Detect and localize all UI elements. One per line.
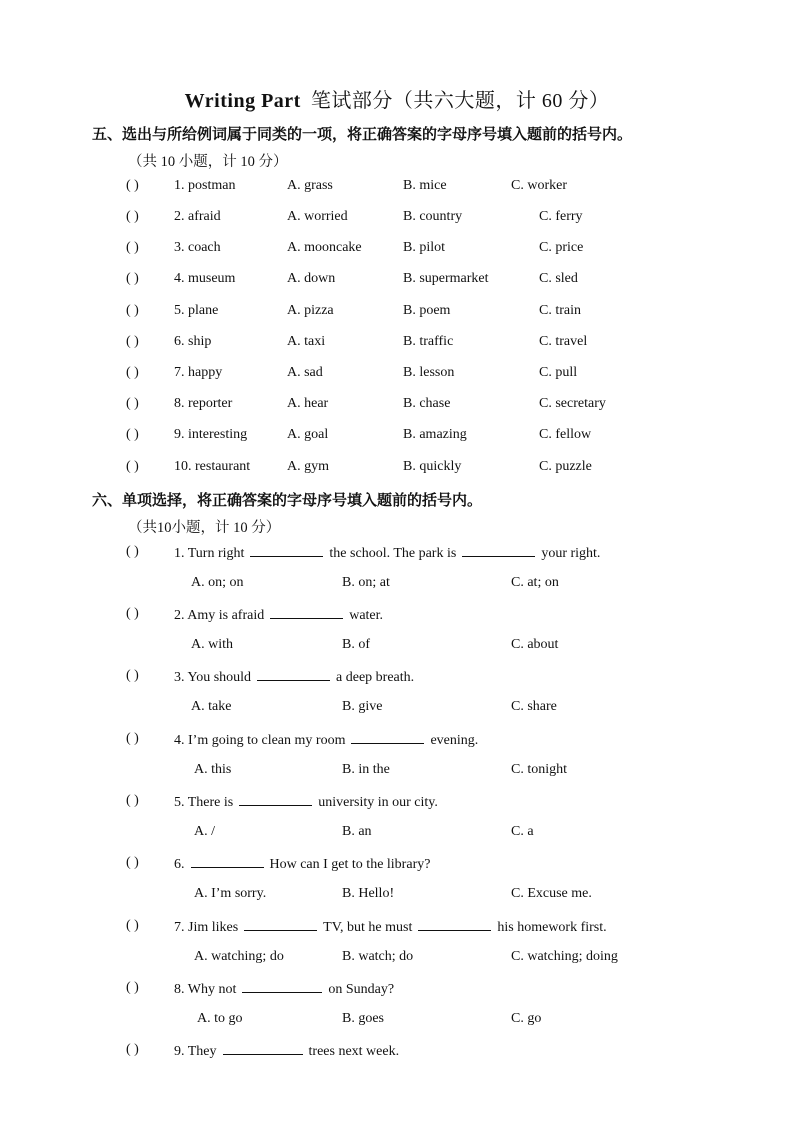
question-word: 3. coach [174,240,221,255]
option-c: C. tonight [511,762,568,777]
option-c: C. about [511,637,559,652]
answer-bracket[interactable]: ( ) [126,1042,139,1057]
option-b: B. pilot [403,240,446,255]
section5-subtitle: （共 10 小题，计 10 分） [128,154,288,170]
question-word: 2. afraid [174,209,221,224]
answer-bracket[interactable]: ( ) [126,178,139,193]
question-part: on Sunday? [328,982,395,997]
question-part: 1. Turn right [174,546,245,561]
question-text [174,606,383,624]
answer-blank[interactable] [242,980,322,993]
option-b: B. quickly [403,459,462,474]
answer-blank[interactable] [462,544,535,557]
option-a: A. worried [287,209,348,224]
answer-bracket[interactable]: ( ) [126,606,139,621]
question-part: TV, but he must [323,920,413,935]
option-c: C. go [511,1011,542,1026]
question-word: 1. postman [174,178,236,193]
option-b: B. an [342,824,372,839]
option-c: C. Excuse me. [511,886,592,901]
option-a: A. gym [287,459,329,474]
answer-bracket[interactable]: ( ) [126,303,139,318]
option-a: A. mooncake [287,240,362,255]
option-b: B. Hello! [342,886,395,901]
option-c: C. at; on [511,575,559,590]
option-b: B. traffic [403,334,454,349]
question-part: 2. Amy is afraid [174,608,265,623]
option-c: C. secretary [539,396,606,411]
answer-blank[interactable] [244,918,317,931]
answer-blank[interactable] [351,731,424,744]
answer-bracket[interactable]: ( ) [126,240,139,255]
section6-heading: 六、单项选择，将正确答案的字母序号填入题前的括号内。 [92,493,483,509]
answer-bracket[interactable]: ( ) [126,271,139,286]
question-part: trees next week. [308,1044,400,1059]
answer-bracket[interactable]: ( ) [126,396,139,411]
answer-blank[interactable] [418,918,491,931]
option-b: B. goes [342,1011,384,1026]
question-text [174,980,394,998]
option-a: A. watching; do [194,949,284,964]
option-a: A. down [287,271,336,286]
option-a: A. / [194,824,215,839]
question-word: 4. museum [174,271,236,286]
option-b: B. in the [342,762,390,777]
option-a: A. sad [287,365,323,380]
question-part: 8. Why not [174,982,237,997]
option-b: B. mice [403,178,447,193]
question-word: 6. ship [174,334,212,349]
question-part: How can I get to the library? [269,857,431,872]
question-part: a deep breath. [336,670,415,685]
question-text [174,1042,399,1060]
answer-blank[interactable] [239,793,312,806]
answer-blank[interactable] [270,606,343,619]
page-title [0,84,794,113]
question-text [174,668,414,686]
option-b: B. on; at [342,575,390,590]
option-b: B. lesson [403,365,455,380]
answer-bracket[interactable]: ( ) [126,918,139,933]
option-b: B. amazing [403,427,467,442]
answer-blank[interactable] [223,1042,303,1055]
question-word: 8. reporter [174,396,233,411]
question-part: the school. The park is [329,546,457,561]
section5-heading: 五、选出与所给例词属于同类的一项，将正确答案的字母序号填入题前的括号内。 [92,127,633,143]
question-word: 9. interesting [174,427,248,442]
option-a: A. taxi [287,334,326,349]
answer-bracket[interactable]: ( ) [126,668,139,683]
option-c: C. worker [511,178,567,193]
question-part: 6. [174,857,185,872]
option-c: C. pull [539,365,578,380]
option-a: A. on; on [191,575,244,590]
option-a: A. to go [197,1011,243,1026]
option-c: C. fellow [539,427,592,442]
answer-bracket[interactable]: ( ) [126,980,139,995]
answer-bracket[interactable]: ( ) [126,731,139,746]
option-b: B. country [403,209,463,224]
question-part: evening. [430,733,479,748]
option-a: A. grass [287,178,333,193]
question-text [174,731,478,749]
question-part: 4. I’m going to clean my room [174,733,346,748]
question-part: your right. [541,546,601,561]
answer-bracket[interactable]: ( ) [126,459,139,474]
answer-blank[interactable] [250,544,323,557]
title-bold: Writing Part [184,90,301,112]
option-b: B. give [342,699,383,714]
question-word: 5. plane [174,303,219,318]
option-c: C. travel [539,334,588,349]
option-c: C. sled [539,271,578,286]
answer-blank[interactable] [257,668,330,681]
option-c: C. puzzle [539,459,592,474]
section6-subtitle: （共10小题，计 10 分） [128,520,281,536]
question-part: university in our city. [318,795,438,810]
question-text [174,855,430,873]
answer-bracket[interactable]: ( ) [126,334,139,349]
question-part: 5. There is [174,795,234,810]
option-a: A. pizza [287,303,334,318]
question-part: 9. They [174,1044,217,1059]
answer-bracket[interactable]: ( ) [126,427,139,442]
question-word: 10. restaurant [174,459,251,474]
option-c: C. a [511,824,534,839]
option-a: A. this [194,762,232,777]
option-c: C. train [539,303,581,318]
question-text [174,793,438,811]
option-c: C. price [539,240,584,255]
answer-blank[interactable] [191,855,264,868]
option-b: B. chase [403,396,451,411]
option-a: A. with [191,637,233,652]
question-word: 7. happy [174,365,223,380]
question-text [174,918,607,936]
option-a: A. take [191,699,232,714]
answer-bracket[interactable]: ( ) [126,544,139,559]
option-b: B. watch; do [342,949,414,964]
question-part: 7. Jim likes [174,920,239,935]
question-part: 3. You should [174,670,252,685]
option-a: A. I’m sorry. [194,886,267,901]
option-b: B. supermarket [403,271,489,286]
title-rest: 笔试部分（共六大题，计 60 分） [310,90,610,112]
answer-bracket[interactable]: ( ) [126,209,139,224]
question-part: his homework first. [497,920,607,935]
option-c: C. watching; doing [511,949,618,964]
option-b: B. poem [403,303,451,318]
option-b: B. of [342,637,370,652]
option-a: A. hear [287,396,329,411]
answer-bracket[interactable]: ( ) [126,793,139,808]
option-c: C. ferry [539,209,583,224]
question-text [174,544,600,562]
question-part: water. [349,608,384,623]
option-a: A. goal [287,427,329,442]
answer-bracket[interactable]: ( ) [126,365,139,380]
answer-bracket[interactable]: ( ) [126,855,139,870]
option-c: C. share [511,699,557,714]
